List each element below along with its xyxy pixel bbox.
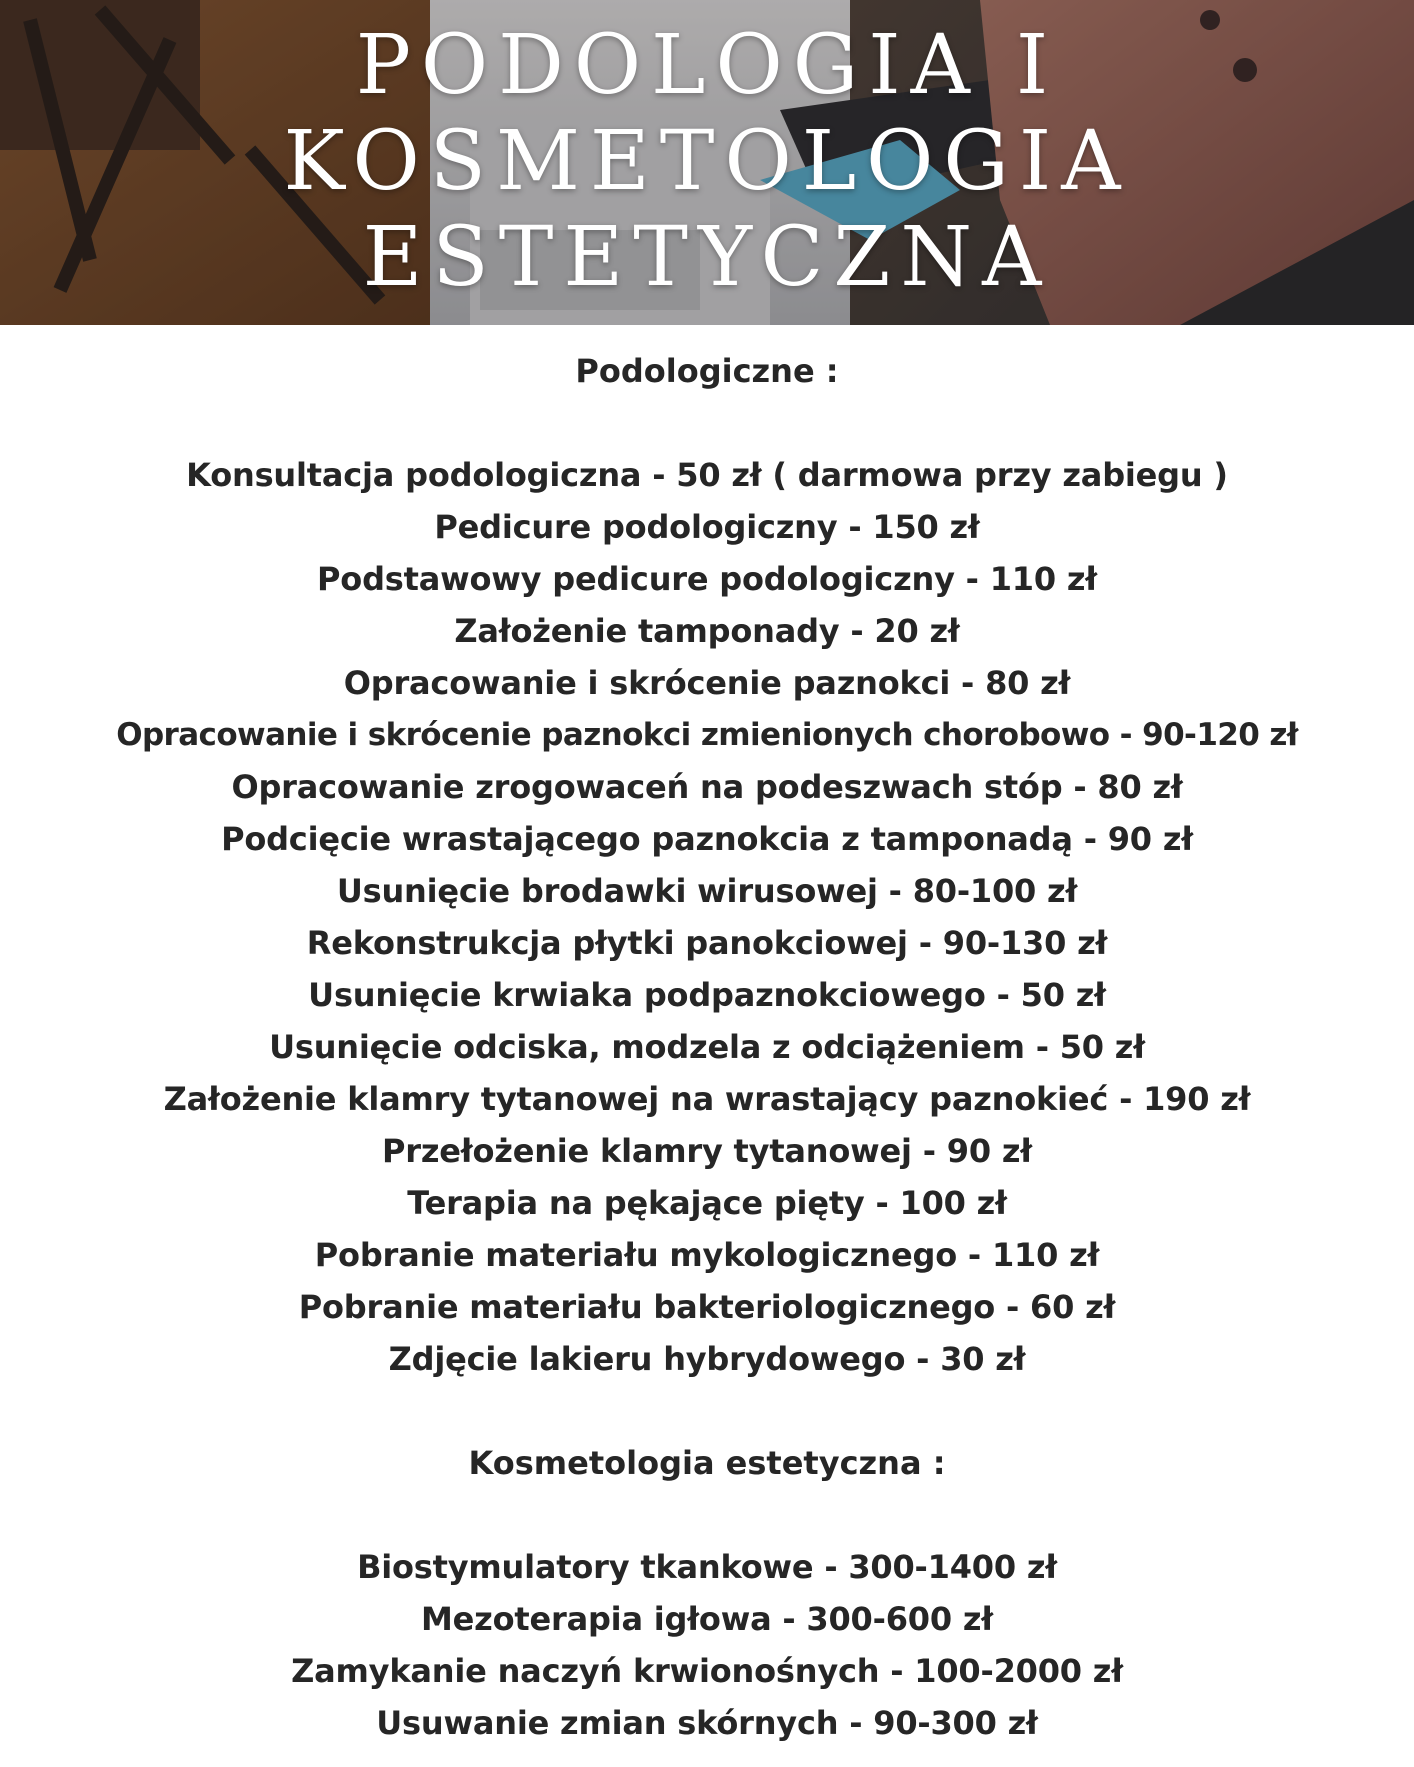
title-line-3: ESTETYCZNA xyxy=(362,210,1052,305)
title-line-2: KOSMETOLOGIA xyxy=(283,114,1131,209)
section-spacer xyxy=(0,1489,1414,1541)
page-title xyxy=(0,18,1414,306)
section-spacer xyxy=(0,397,1414,449)
price-item: Zdjęcie lakieru hybrydowego - 30 zł xyxy=(388,1340,1026,1378)
price-item: Założenie klamry tytanowej na wrastający paznokieć - 190 zł xyxy=(163,1080,1251,1118)
section-spacer xyxy=(0,1385,1414,1437)
price-item: Założenie tamponady - 20 zł xyxy=(454,612,960,650)
price-item: Pobranie materiału bakteriologicznego - 60 zł xyxy=(298,1288,1116,1326)
cosmetology-price-list xyxy=(0,1541,1414,1749)
price-item: Zamykanie naczyń krwionośnych - 100-2000 zł xyxy=(291,1652,1123,1690)
podology-section xyxy=(0,345,1414,1385)
price-item: Usunięcie brodawki wirusowej - 80-100 zł xyxy=(336,872,1078,910)
price-item: Podstawowy pedicure podologiczny - 110 zł xyxy=(317,560,1097,598)
price-item: Terapia na pękające pięty - 100 zł xyxy=(407,1184,1007,1222)
title-line-1: PODOLOGIA I xyxy=(355,18,1059,113)
price-item: Opracowanie zrogowaceń na podeszwach stóp - 80 zł xyxy=(231,768,1183,806)
price-item: Usunięcie krwiaka podpaznokciowego - 50 zł xyxy=(308,976,1106,1014)
price-item: Usunięcie odciska, modzela z odciążeniem - 50 zł xyxy=(269,1028,1145,1066)
price-item: Opracowanie i skrócenie paznokci zmienionych chorobowo - 90-120 zł xyxy=(116,717,1298,753)
price-item: Rekonstrukcja płytki panokciowej - 90-130 zł xyxy=(306,924,1108,962)
price-item: Opracowanie i skrócenie paznokci - 80 zł xyxy=(343,664,1071,702)
podology-price-list xyxy=(0,449,1414,1385)
price-list xyxy=(0,345,1414,1749)
price-item: Podcięcie wrastającego paznokcia z tamponadą - 90 zł xyxy=(221,820,1193,858)
cosmetology-section xyxy=(0,1437,1414,1749)
price-item: Przełożenie klamry tytanowej - 90 zł xyxy=(382,1132,1032,1170)
price-item: Mezoterapia igłowa - 300-600 zł xyxy=(421,1600,993,1638)
price-item: Usuwanie zmian skórnych - 90-300 zł xyxy=(376,1704,1038,1742)
podology-heading: Podologiczne : xyxy=(575,352,839,390)
price-item: Biostymulatory tkankowe - 300-1400 zł xyxy=(357,1548,1057,1586)
cosmetology-heading: Kosmetologia estetyczna : xyxy=(468,1444,946,1482)
hero-banner xyxy=(0,0,1414,325)
price-item: Konsultacja podologiczna - 50 zł ( darmowa przy zabiegu ) xyxy=(186,456,1228,494)
price-item: Pedicure podologiczny - 150 zł xyxy=(434,508,980,546)
price-item: Pobranie materiału mykologicznego - 110 zł xyxy=(314,1236,1100,1274)
